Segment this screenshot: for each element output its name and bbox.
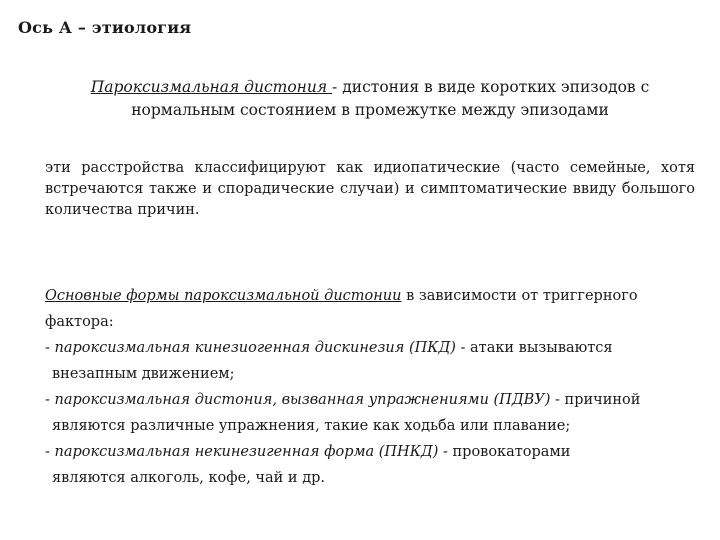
definition-term: Пароксизмальная дистония xyxy=(90,78,333,96)
forms-list xyxy=(45,335,700,491)
list-item-prefix: - xyxy=(45,444,55,460)
forms-heading xyxy=(45,283,700,335)
forms-section xyxy=(45,283,700,491)
list-item-prefix: - xyxy=(45,340,55,356)
form-description: - провокаторами xyxy=(438,444,571,460)
form-description: - атаки вызываются xyxy=(455,340,613,356)
list-item xyxy=(45,387,700,439)
form-name: пароксизмальная кинезиогенная дискинезия (ПКД) xyxy=(54,340,456,356)
form-description-continuation: являются алкоголь, кофе, чай и др. xyxy=(52,470,326,486)
page-title: Ось А – этиология xyxy=(18,18,192,37)
form-description-continuation: внезапным движением; xyxy=(52,366,235,382)
list-item xyxy=(45,335,700,387)
definition-text: - дистония в виде коротких эпизодов с нормальным состоянием в промежутке между эпизодами xyxy=(131,78,650,119)
forms-heading-term: Основные формы пароксизмальной дистонии xyxy=(45,288,402,304)
list-item-prefix: - xyxy=(45,392,55,408)
definition-paragraph xyxy=(40,76,700,122)
form-description: - причиной xyxy=(550,392,641,408)
intro-paragraph: эти расстройства классифицируют как идиопатические (часто семейные, хотя встречаются также и спорадические случаи) и симптоматические ввиду большого количества причин. xyxy=(45,160,695,218)
form-name: пароксизмальная некинезигенная форма (ПНКД) xyxy=(54,444,439,460)
list-item xyxy=(45,439,700,491)
forms-heading-rest: в зависимости от триггерного фактора: xyxy=(45,288,638,330)
form-description-continuation: являются различные упражнения, такие как ходьба или плавание; xyxy=(52,418,571,434)
form-name: пароксизмальная дистония, вызванная упражнениями (ПДВУ) xyxy=(54,392,551,408)
